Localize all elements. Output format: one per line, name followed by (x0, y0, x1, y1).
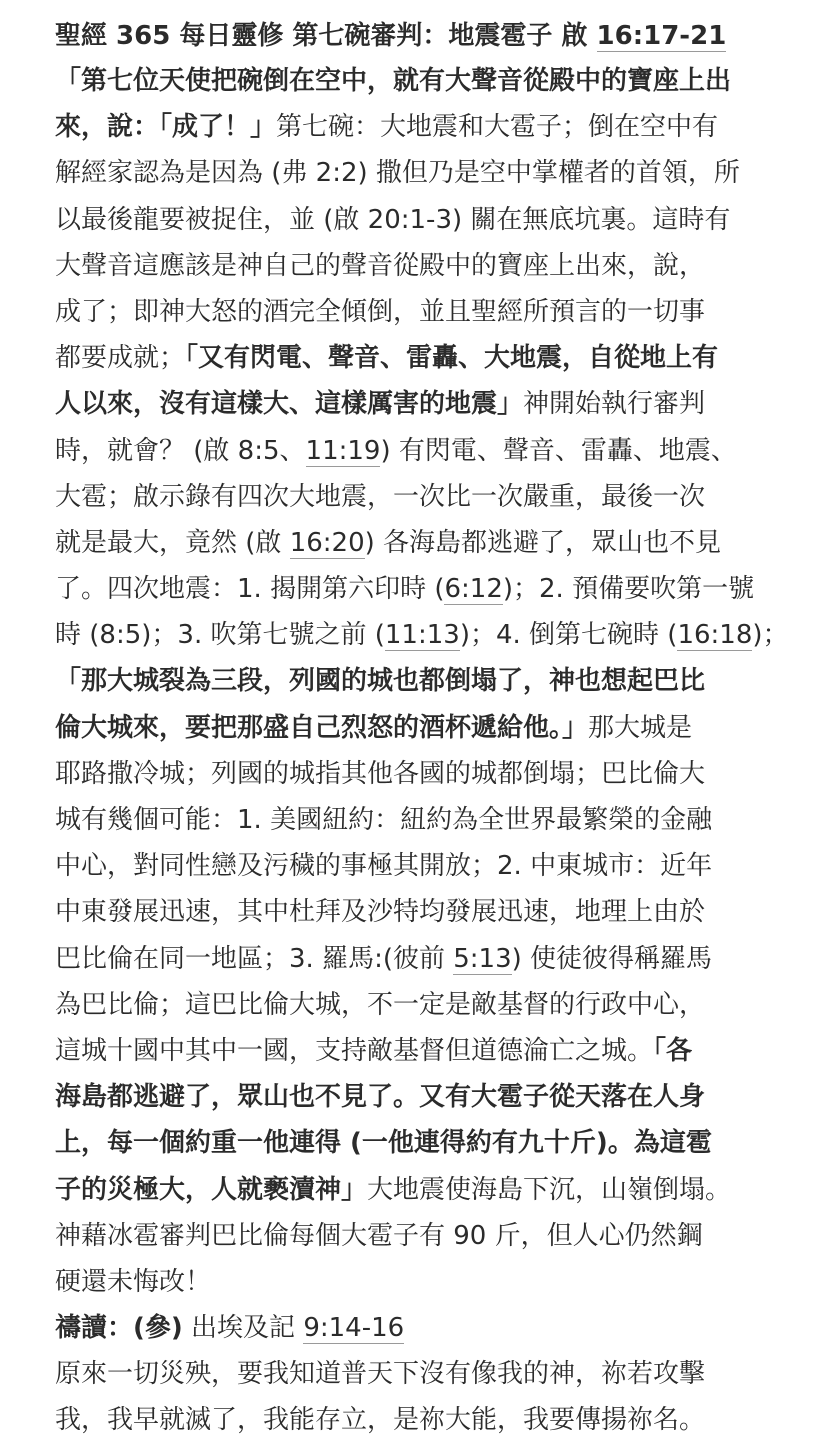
commentary-text: 巴比倫在同一地區；3. 羅馬:(彼前 (55, 943, 454, 974)
commentary-text: )；4. 倒第七碗時 ( (459, 620, 678, 651)
text-line (55, 381, 828, 427)
text-line (55, 289, 828, 335)
commentary-text: 硬還未悔改！ (55, 1266, 212, 1297)
quoted-verse-text: 人以來，沒有這樣大、這樣厲害的地震」 (55, 389, 524, 420)
commentary-text: 為巴比倫；這巴比倫大城，不一定是敵基督的行政中心， (55, 989, 706, 1020)
scripture-ref-link[interactable]: 6:12 (444, 574, 503, 605)
commentary-text: ) 各海島都逃避了，眾山也不見 (364, 527, 722, 558)
text-line (55, 1074, 828, 1120)
closing-line: 我，我早就滅了，我能存立，是祢大能，我要傳揚祢名。 (55, 1405, 706, 1436)
text-line (55, 612, 828, 658)
quoted-verse-text: 「又有閃電、聲音、雷轟、大地震，自從地上有 (185, 343, 719, 374)
quoted-verse-text: 子的災極大，人就褻瀆神」 (55, 1174, 368, 1205)
commentary-text: 第七碗：大地震和大雹子；倒在空中有 (276, 112, 719, 143)
commentary-text: 以最後龍要被捉住，並 (啟 20:1-3) 關在無底坑裏。這時有 (55, 204, 731, 235)
commentary-text: 大雹；啟示錄有四次大地震，一次比一次嚴重，最後一次 (55, 481, 706, 512)
commentary-text: 大聲音這應該是神自己的聲音從殿中的寶座上出來，說， (55, 250, 706, 281)
commentary-text: 成了；即神大怒的酒完全傾倒，並且聖經所預言的一切事 (55, 296, 706, 327)
commentary-text: 中心，對同性戀及污穢的事極其開放；2. 中東城市：近年 (55, 851, 713, 882)
text-line (55, 751, 828, 797)
text-line (55, 335, 828, 381)
text-line (55, 843, 828, 889)
text-line (55, 150, 828, 196)
text-line (55, 797, 828, 843)
text-line (55, 104, 828, 150)
scripture-ref-link[interactable]: 11:13 (384, 620, 460, 651)
page-title (55, 14, 828, 58)
quoted-verse-text: 倫大城來，要把那盛自己烈怒的酒杯遞給他。」 (55, 712, 589, 743)
text-line (55, 889, 828, 935)
commentary-text: 這城十國中其中一國，支持敵基督但道德淪亡之城。 (55, 1035, 654, 1066)
text-line (55, 1028, 828, 1074)
quoted-verse-text: 海島都逃避了，眾山也不見了。又有大雹子從天落在人身 (55, 1082, 706, 1113)
commentary-text: 城有幾個可能：1. 美國紐約：紐約為全世界最繁榮的金融 (55, 805, 713, 835)
quoted-verse-text: 「各 (653, 1035, 693, 1066)
commentary-text: 大地震使海島下沉，山嶺倒塌。 (367, 1174, 732, 1205)
commentary-text: 耶路撒冷城；列國的城指其他各國的城都倒塌；巴比倫大 (55, 758, 706, 789)
commentary-text: 神開始執行審判 (523, 389, 706, 420)
commentary-text: 那大城是 (588, 712, 693, 743)
commentary-text: 解經家認為是因為 (弗 2:2) 撒但乃是空中掌權者的首領，所 (55, 158, 740, 189)
text-line (55, 1167, 828, 1213)
commentary-text: )； (752, 620, 789, 651)
text-line (55, 243, 828, 289)
text-line (55, 936, 828, 982)
quoted-verse-text: 上，每一個約重一他連得 (一他連得約有九十斤)。為這雹 (55, 1128, 712, 1159)
text-line (55, 197, 828, 243)
prayer-label: 禱讀：(參) (55, 1313, 183, 1344)
prayer-heading (55, 1305, 828, 1351)
commentary-text: 時，就會？ (啟 8:5、 (55, 435, 306, 466)
scripture-ref-link[interactable]: 16:18 (677, 620, 753, 651)
text-line (55, 520, 828, 566)
scripture-ref-link[interactable]: 11:19 (305, 435, 381, 466)
title-scripture-ref[interactable]: 16:17-21 (596, 21, 727, 51)
commentary-text: )；2. 預備要吹第一號 (502, 574, 755, 605)
commentary-text: 都要成就； (55, 343, 186, 374)
text-line (55, 566, 828, 612)
scripture-ref-link[interactable]: 5:13 (453, 943, 512, 974)
prayer-book: 出埃及記 (182, 1313, 304, 1344)
text-line (55, 705, 828, 751)
prayer-scripture-ref[interactable]: 9:14-16 (303, 1313, 405, 1344)
quoted-verse-text: 「那大城裂為三段，列國的城也都倒塌了，神也想起巴比 (55, 666, 706, 697)
commentary-text: 神藉冰雹審判巴比倫每個大雹子有 90 斤，但人心仍然鋼 (55, 1220, 703, 1251)
text-line (55, 58, 828, 104)
text-line (55, 1213, 828, 1259)
commentary-text: 了。四次地震：1. 揭開第六印時 ( (55, 574, 445, 605)
commentary-text: 中東發展迅速，其中杜拜及沙特均發展迅速，地理上由於 (55, 897, 706, 928)
commentary-body (55, 58, 828, 1305)
text-line (55, 982, 828, 1028)
text-line (55, 1120, 828, 1166)
text-line (55, 658, 828, 704)
commentary-text: ) 使徒彼得稱羅馬 (511, 943, 713, 974)
closing-line: 原來一切災殃，要我知道普天下沒有像我的神，祢若攻擊 (55, 1359, 706, 1390)
commentary-text: 時 (8:5)；3. 吹第七號之前 ( (55, 620, 385, 651)
quoted-verse-text: 「第七位天使把碗倒在空中，就有大聲音從殿中的寶座上出 (55, 66, 732, 96)
text-line (55, 474, 828, 520)
text-line (55, 428, 828, 474)
commentary-text: 就是最大，竟然 (啟 (55, 527, 290, 558)
title-text: 聖經 365 每日靈修 第七碗審判：地震雹子 啟 (55, 21, 597, 51)
scripture-ref-link[interactable]: 16:20 (289, 527, 365, 558)
quoted-verse-text: 來，說：「成了！」 (55, 112, 277, 143)
commentary-text: ) 有閃電、聲音、雷轟、地震、 (380, 435, 737, 466)
text-line (55, 1259, 828, 1305)
